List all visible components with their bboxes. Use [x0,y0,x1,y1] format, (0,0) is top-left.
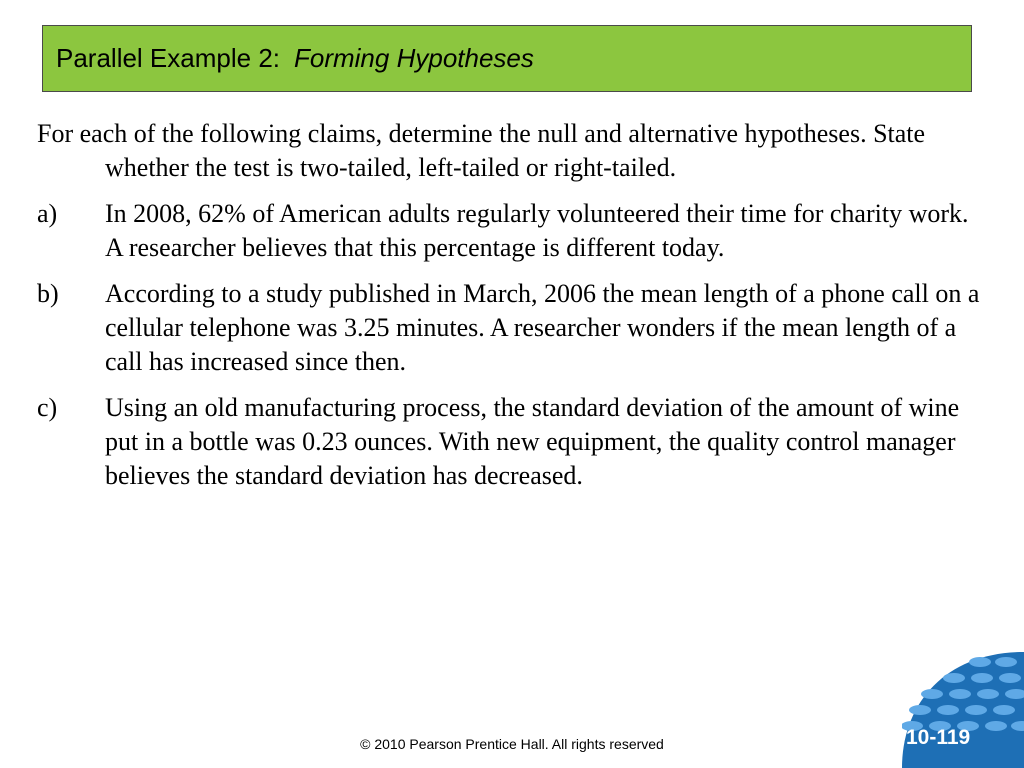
corner-dot [995,657,1017,667]
slide-subtitle: Forming Hypotheses [294,43,534,73]
page-number: 10-119 [906,726,971,749]
corner-dot [999,673,1021,683]
list-marker: c) [37,393,58,422]
corner-dot [965,705,987,715]
list-item [37,277,987,379]
list-item-text: According to a study published in March, 2006 the mean length of a phone call on a cellular telephone was 3.25 minutes. A researcher wonders if the mean length of a call has increased since then. [105,279,980,376]
corner-dot [969,657,991,667]
list-item [37,391,987,493]
intro-paragraph: For each of the following claims, determine the null and alternative hypotheses. State whether the test is two-tailed, left-tailed or right-tailed. [37,119,926,182]
corner-dot [921,689,943,699]
corner-dot [971,673,993,683]
list-item-text: Using an old manufacturing process, the standard deviation of the amount of wine put in a bottle was 0.23 ounces. With new equipment, the quality control manager believes the standard deviation has decreased. [105,393,960,490]
slide-title: Parallel Example 2: [56,43,280,73]
corner-dot [949,689,971,699]
corner-dot [937,705,959,715]
corner-dot [943,673,965,683]
list-marker: a) [37,199,58,228]
corner-dot [909,705,931,715]
list-marker: b) [37,279,59,308]
list-item [37,197,987,265]
slide-body [37,117,987,505]
slide-title-bar [42,25,972,92]
list-item-text: In 2008, 62% of American adults regularly volunteered their time for charity work. A researcher believes that this percentage is different today. [105,199,969,262]
corner-dot [993,705,1015,715]
copyright-text: © 2010 Pearson Prentice Hall. All rights reserved [360,736,664,752]
corner-dot [977,689,999,699]
